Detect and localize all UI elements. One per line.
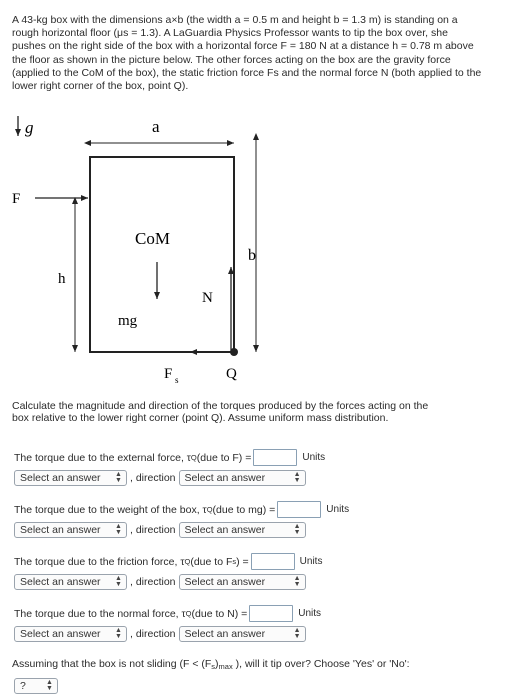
final-question-sub-max: max (218, 662, 233, 671)
tip-over-question (12, 658, 410, 671)
tau-subscript: Q (206, 505, 213, 514)
final-question-end: ), will it tip over? Choose 'Yes' or 'No': (232, 658, 410, 670)
torque-normal-input[interactable] (249, 605, 293, 622)
select-arrows-icon: ▲ ▼ (293, 522, 301, 536)
F-label: F (12, 191, 21, 207)
final-question-start: Assuming that the box is not sliding (F < (F (12, 658, 212, 670)
h-label: h (58, 271, 66, 287)
magnitude-select[interactable]: Select an answer ▲ ▼ (14, 626, 127, 642)
torque-row-friction (14, 552, 322, 591)
units-label: Units (298, 608, 322, 619)
magnitude-select[interactable]: Select an answer ▲ ▼ (14, 574, 127, 590)
select-arrows-icon: ▲ ▼ (115, 470, 122, 484)
N-label: N (202, 290, 213, 306)
Fs-label: F (164, 366, 173, 382)
torque-label-suffix: (due to F) = (196, 451, 252, 464)
torque-label-suffix: (due to mg) = (212, 503, 276, 516)
units-label: Units (299, 556, 323, 567)
torque-friction-input[interactable] (251, 553, 295, 570)
magnitude-select[interactable]: Select an answer ▲ ▼ (14, 470, 127, 486)
direction-select[interactable]: Select an answer ▲ ▼ (179, 470, 306, 486)
torque-label: The torque due to the normal force, τ (14, 607, 186, 620)
Q-label: Q (226, 366, 237, 382)
Fs-subscript: s (175, 375, 179, 385)
box-rectangle (90, 157, 234, 352)
select-arrows-icon: ▲ ▼ (293, 574, 301, 588)
direction-select[interactable]: Select an answer ▲ ▼ (179, 574, 306, 590)
torque-label-end: ) = (236, 555, 249, 568)
direction-label: , direction (130, 627, 176, 640)
torque-label-suffix: (due to N) = (191, 607, 248, 620)
direction-select[interactable]: Select an answer ▲ ▼ (179, 522, 306, 538)
direction-select[interactable]: Select an answer ▲ ▼ (179, 626, 306, 642)
magnitude-select[interactable]: Select an answer ▲ ▼ (14, 522, 127, 538)
torque-row-normal (14, 604, 321, 643)
torque-label: The torque due to the external force, τ (14, 451, 191, 464)
tip-over-select[interactable]: ? ▲ ▼ (14, 678, 58, 694)
select-arrows-icon: ▲ ▼ (115, 522, 122, 536)
select-arrows-icon: ▲ ▼ (46, 679, 53, 692)
direction-label: , direction (130, 575, 176, 588)
a-label: a (152, 117, 160, 136)
torque-external-input[interactable] (253, 449, 297, 466)
units-label: Units (326, 504, 350, 515)
g-label: g (25, 118, 34, 137)
problem-statement: A 43-kg box with the dimensions a×b (the width a = 0.5 m and height b = 1.3 m) is standing on a rough horizontal floor (μs = 1.3). A LaGuardia Physics Professor wants to tip the box over, she pushes on the right side of the box with a horizontal force F = 180 N at a distance h = 0.78 m above the floor as shown in the picture below. The other forces acting on the box are the gravity force (applied to the CoM of the box), the static friction force Fs and the normal force N (both applied to the lower right corner of the box, point Q). (12, 14, 482, 93)
com-label: CoM (135, 229, 170, 248)
fs-subscript: s (232, 557, 237, 566)
final-question-sub-s: s (211, 662, 216, 671)
tau-subscript: Q (185, 609, 192, 618)
units-label: Units (302, 452, 326, 463)
tau-subscript: Q (184, 557, 191, 566)
point-q-dot (230, 348, 238, 356)
torque-label: The torque due to the friction force, τ (14, 555, 185, 568)
torque-label-suffix: (due to F (190, 555, 233, 568)
torque-row-external (14, 448, 325, 487)
tau-subscript: Q (190, 453, 197, 462)
select-arrows-icon: ▲ ▼ (115, 626, 122, 640)
select-arrows-icon: ▲ ▼ (293, 626, 301, 640)
question-text: Calculate the magnitude and direction of the torques produced by the forces acting on the box relative to the lower right corner (point Q). Assume uniform mass distribution. (12, 400, 429, 424)
b-label: b (248, 247, 256, 264)
final-question-mid: ) (215, 658, 219, 670)
torque-label: The torque due to the weight of the box, τ (14, 503, 207, 516)
select-arrows-icon: ▲ ▼ (293, 470, 301, 484)
torque-weight-input[interactable] (277, 501, 321, 518)
direction-label: , direction (130, 523, 176, 536)
direction-label: , direction (130, 471, 176, 484)
mg-label: mg (118, 313, 138, 329)
select-arrows-icon: ▲ ▼ (115, 574, 122, 588)
torque-row-weight (14, 500, 349, 539)
